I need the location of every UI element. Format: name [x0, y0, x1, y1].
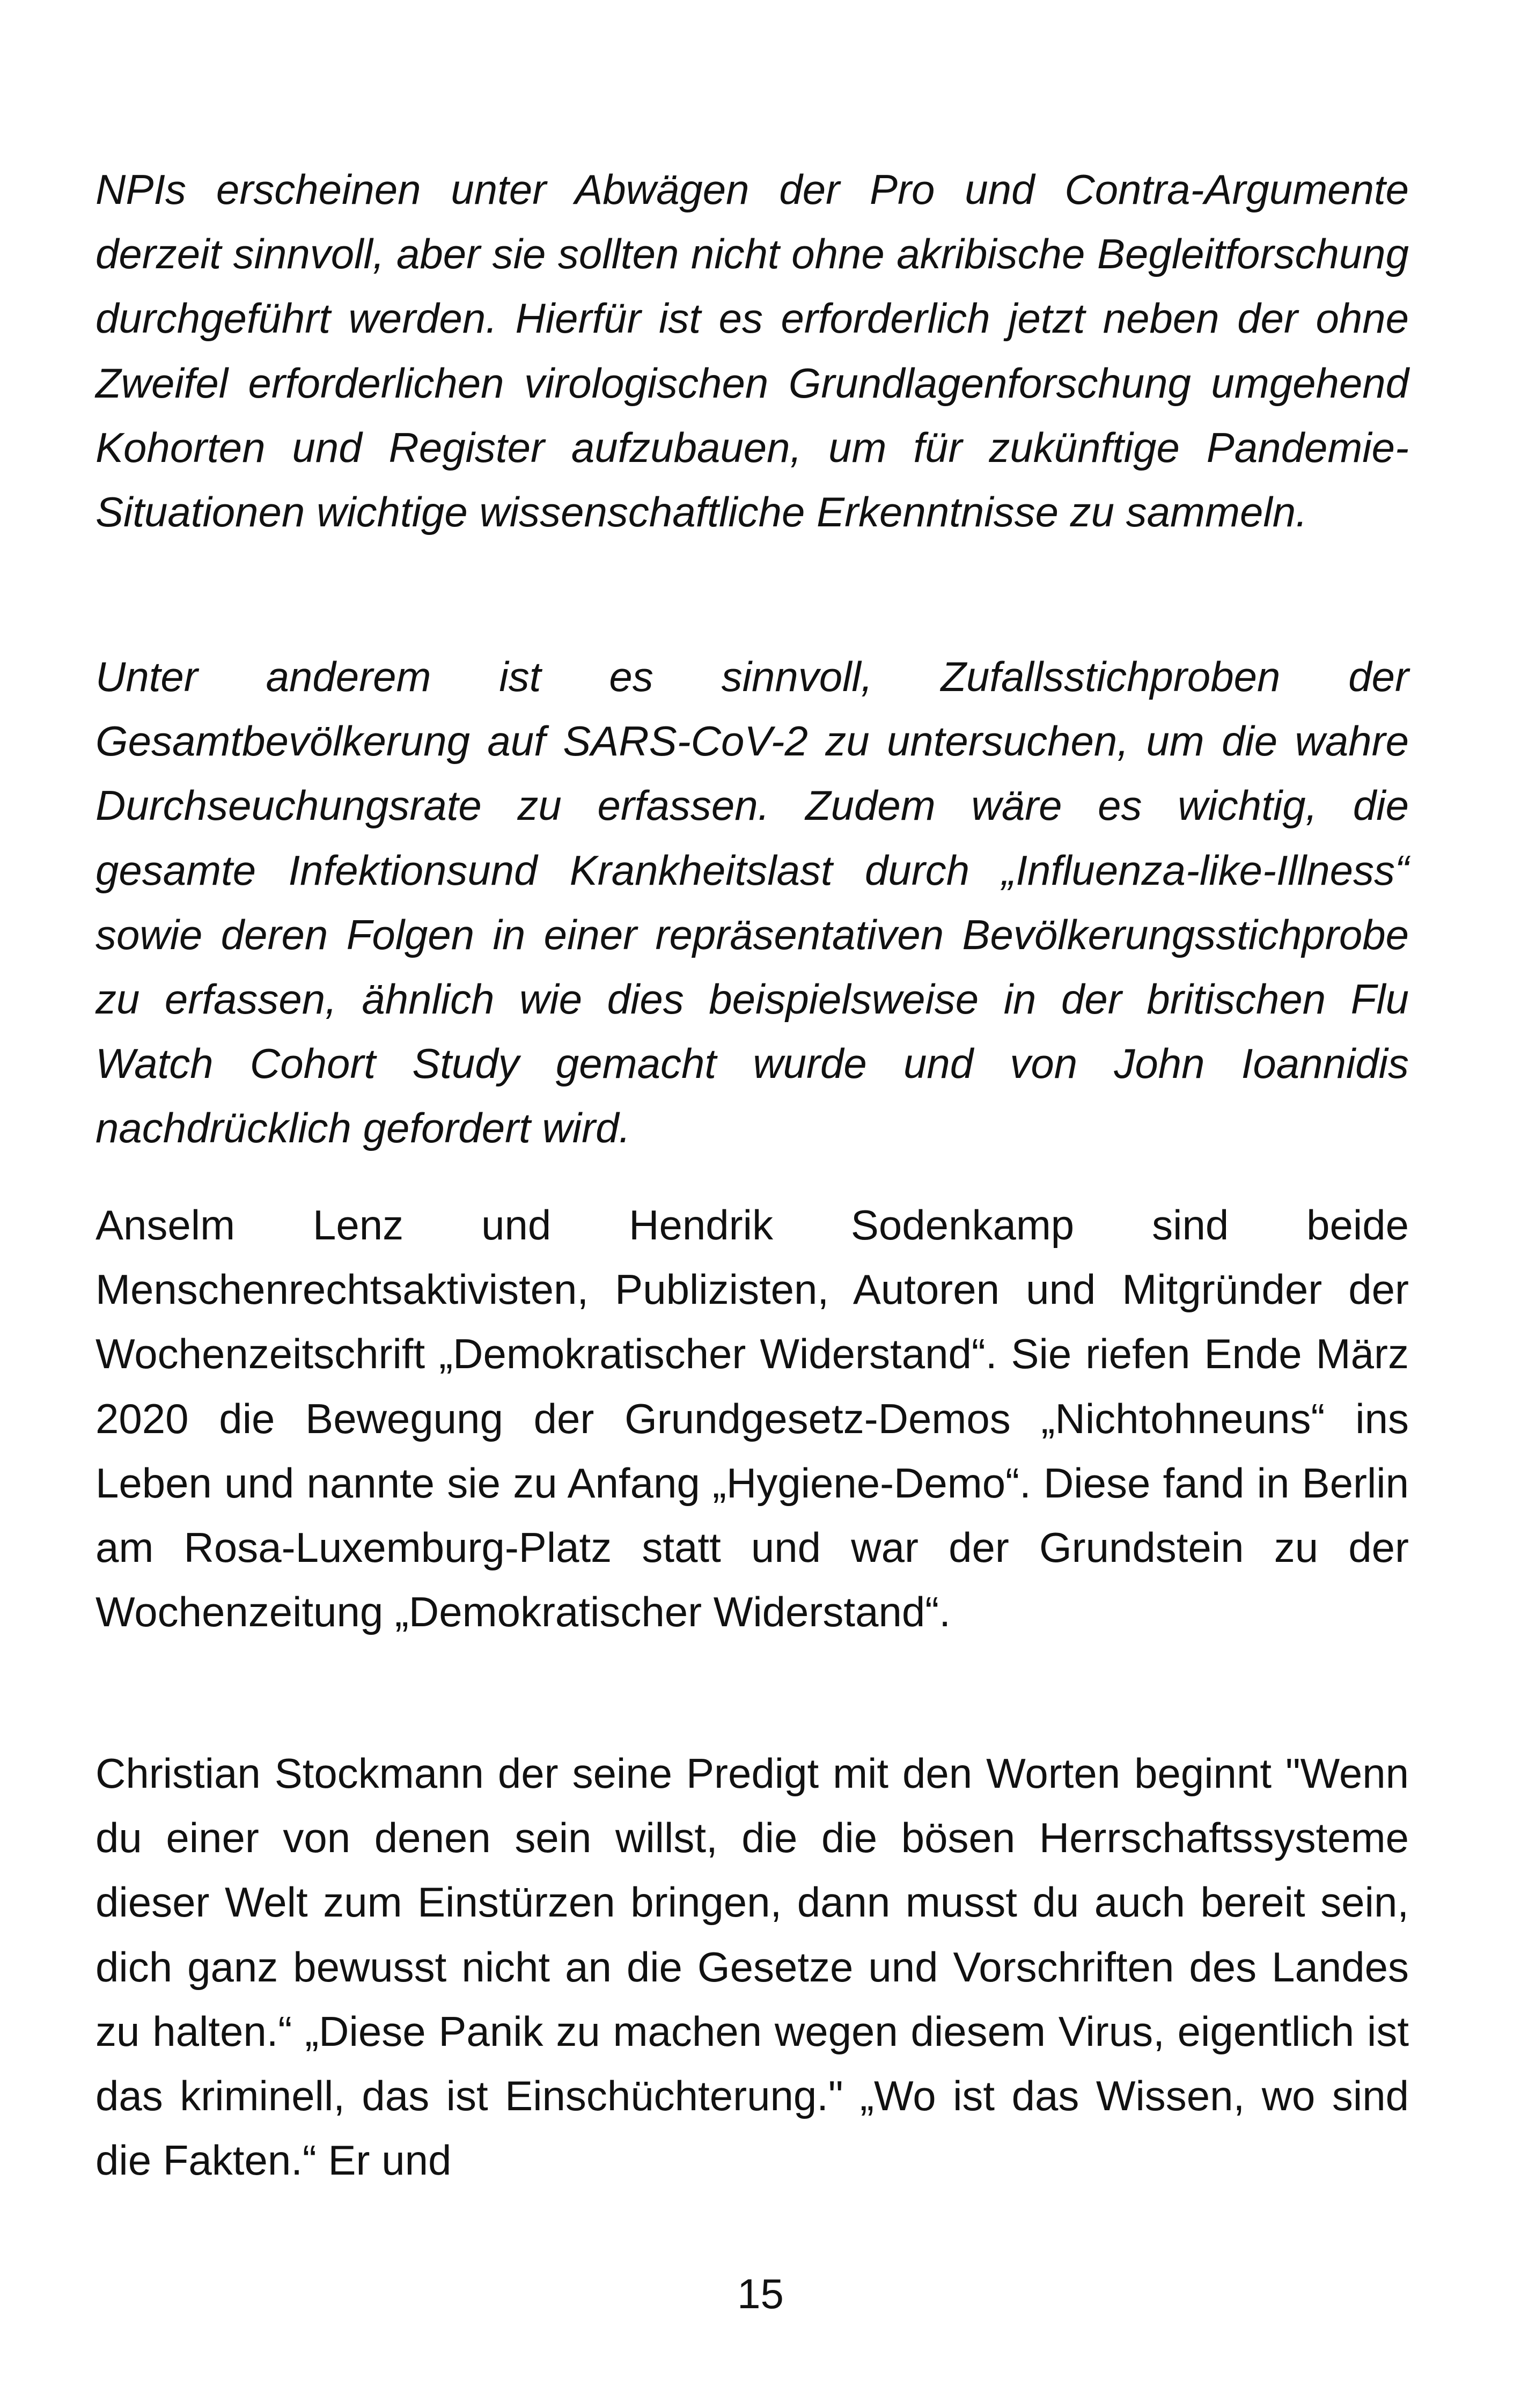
paragraph-random-sampling: Unter anderem ist es sinnvoll, Zufallsstichproben der Gesamtbevölkerung auf SARS-CoV-2 zu untersuchen, um die wahre Durchseuchungsrate zu erfassen. Zudem wäre es wichtig, die gesamte Infektionsund Krankheitslast durch „Influenza-like-Illness“ sowie deren Folgen in einer repräsentativen Bevölkerungsstichprobe zu erfassen, ähnlich wie dies beispielsweise in der britischen Flu Watch Cohort Study gemacht wurde und von John Ioannidis nachdrücklich gefordert wird.: [95, 653, 1409, 1152]
paragraph-npi-research: NPIs erscheinen unter Abwägen der Pro und Contra-Argumente derzeit sinnvoll, aber sie sollten nicht ohne akribische Begleitforschung durchgeführt werden. Hierfür ist es erforderlich jetzt neben der ohne Zweifel erforderlichen virologischen Grundlagenforschung umgehend Kohorten und Register aufzubauen, um für zukünftige Pandemie-Situationen wichtige wissenschaftliche Erkenntnisse zu sammeln.: [95, 166, 1409, 536]
paragraph-lenz-sodenkamp: Anselm Lenz und Hendrik Sodenkamp sind beide Menschenrechtsaktivisten, Publizisten, Autoren und Mitgründer der Wochenzeitschrift „Demokratischer Widerstand“. Sie riefen Ende März 2020 die Bewegung der Grundgesetz-Demos „Nichtohneuns“ ins Leben und nannte sie zu Anfang „Hygiene-Demo“. Diese fand in Berlin am Rosa-Luxemburg-Platz statt und war der Grundstein zu der Wochenzeitung „Demokratischer Widerstand“.: [95, 1201, 1409, 1636]
paragraph-stockmann: Christian Stockmann der seine Predigt mit den Worten beginnt "Wenn du einer von denen sein willst, die die bösen Herrschaftssysteme dieser Welt zum Einstürzen bringen, dann musst du auch bereit sein, dich ganz bewusst nicht an die Gesetze und Vorschriften des Landes zu halten.“ „Diese Panik zu machen wegen diesem Virus, eigentlich ist das kriminell, das ist Einschüchterung." „Wo ist das Wissen, wo sind die Fakten.“ Er und: [95, 1750, 1409, 2184]
page-number: 15: [737, 2270, 784, 2317]
